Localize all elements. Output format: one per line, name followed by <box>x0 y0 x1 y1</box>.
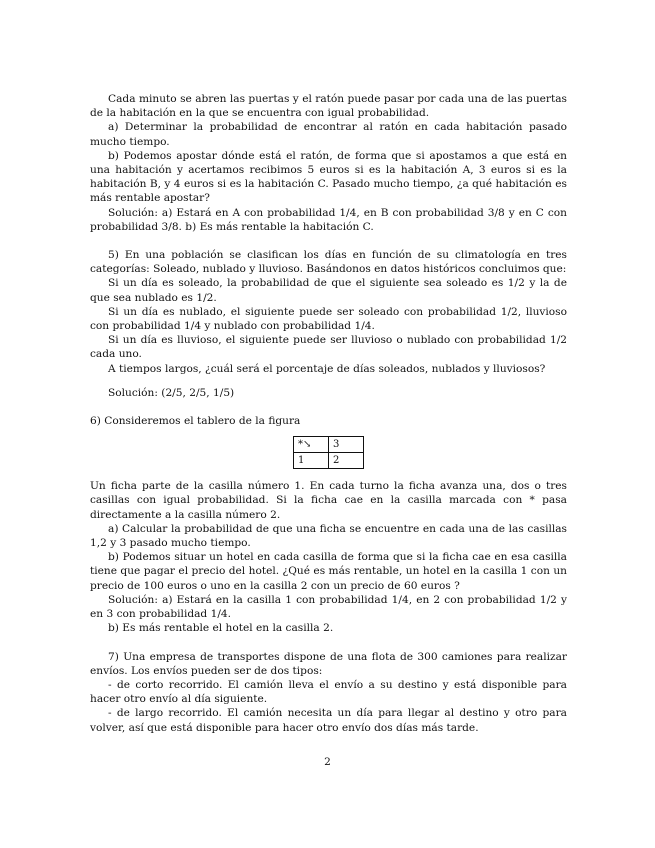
spacer <box>90 636 567 650</box>
weather-problem-statement: 5) En una población se clasifican los días en función de su climatología en tres categorías: Soleado, nublado y lluvioso. Basándonos en datos históricos concluimos que: <box>90 249 567 276</box>
board-problem-solution-b: b) Es más rentable el hotel en la casilla 2. <box>108 622 334 635</box>
transport-short-route: - de corto recorrido. El camión lleva el envío a su destino y está disponible para hacer otro envío al día siguiente. <box>90 678 567 706</box>
transport-long-route: - de largo recorrido. El camión necesita un día para llegar al destino y otro para volver, así que está disponible para hacer otro envío dos días más tarde. <box>90 707 567 734</box>
spacer <box>90 400 567 414</box>
board-problem-part-a: a) Calcular la probabilidad de que una ficha se encuentre en cada una de las casillas 1,2 y 3 pasado mucho tiempo. <box>90 522 567 550</box>
weather-rule-sunny: Si un día es soleado, la probabilidad de que el siguiente sea soleado es 1/2 y la de que sea nublado es 1/2. <box>90 277 567 304</box>
transport-problem-statement: 7) Una empresa de transportes dispone de una flota de 300 camiones para realizar envíos. Los envíos pueden ser de dos tipos: <box>90 650 567 677</box>
document-page <box>90 92 567 735</box>
board-cell-star: *↘ <box>294 437 329 453</box>
board-cell-2: 2 <box>329 453 364 469</box>
board-problem-solution: Solución: a) Estará en la casilla 1 con probabilidad 1/4, en 2 con probabilidad 1/2 y en 3 con probabilidad 1/4. <box>90 593 567 621</box>
spacer <box>90 376 567 386</box>
board-table <box>293 436 364 469</box>
board-problem-statement: Un ficha parte de la casilla número 1. En cada turno la ficha avanza una, dos o tres casillas con igual probabilidad. Si la ficha cae en la casilla marcada con * pasa directamente a la casilla número 2. <box>90 480 567 521</box>
board-cell-3: 3 <box>329 437 364 453</box>
weather-rule-rainy: Si un día es lluvioso, el siguiente puede ser lluvioso o nublado con probabilidad 1/2 cada uno. <box>90 334 567 361</box>
weather-rule-cloudy: Si un día es nublado, el siguiente puede ser soleado con probabilidad 1/2, lluvioso con probabilidad 1/4 y nublado con probabilidad 1/4. <box>90 305 567 333</box>
mouse-problem-part-b: b) Podemos apostar dónde está el ratón, de forma que si apostamos a que está en una habitación y acertamos recibimos 5 euros si es la habitación A, 3 euros si es la habitación B, y 4 euros si es la habitación C. Pasado mucho tiempo, ¿a qué habitación es más rentable apostar? <box>90 149 567 205</box>
weather-solution: Solución: (2/5, 2/5, 1/5) <box>108 386 235 399</box>
weather-question: A tiempos largos, ¿cuál será el porcentaje de días soleados, nublados y lluviosos? <box>108 362 546 375</box>
mouse-problem-solution: Solución: a) Estará en A con probabilidad 1/4, en B con probabilidad 3/8 y en C con probabilidad 3/8. b) Es más rentable la habitación C. <box>90 206 567 233</box>
mouse-problem-part-a: a) Determinar la probabilidad de encontrar al ratón en cada habitación pasado mucho tiempo. <box>90 121 567 148</box>
board-problem-heading: 6) Consideremos el tablero de la figura <box>90 415 301 428</box>
board-figure <box>90 436 567 469</box>
board-cell-1: 1 <box>294 453 329 469</box>
mouse-problem-statement: Cada minuto se abren las puertas y el ratón puede pasar por cada una de las puertas de la habitación en la que se encuentra con igual probabilidad. <box>90 93 567 120</box>
spacer <box>90 234 567 248</box>
page-number: 2 <box>324 756 331 768</box>
board-problem-part-b: b) Podemos situar un hotel en cada casilla de forma que si la ficha cae en esa casilla tiene que pagar el precio del hotel. ¿Qué es más rentable, un hotel en la casilla 1 con un precio de 100 euros o uno en la casilla 2 con un precio de 60 euros ? <box>90 551 567 592</box>
